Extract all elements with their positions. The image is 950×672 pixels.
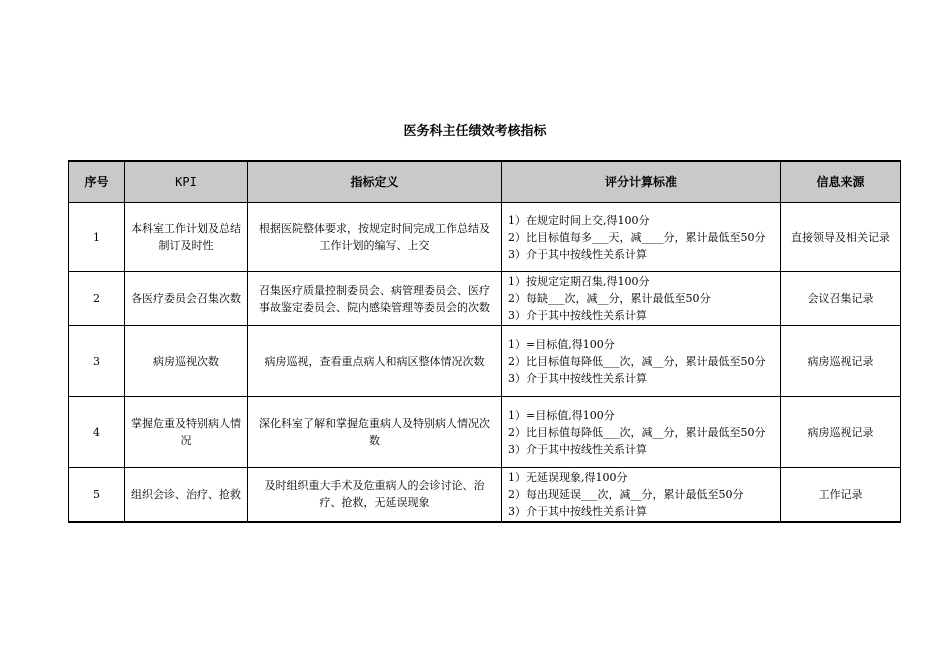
standard-line: 3）介于其中按线性关系计算 (508, 247, 647, 261)
table-row (69, 326, 901, 397)
standard-line: 2）比目标值每降低___次，减__分，累计最低至50分 (508, 425, 766, 439)
cell-definition: 深化科室了解和掌握危重病人及特别病人情况次数 (248, 397, 502, 468)
standard-line: 2）每缺___次，减__分，累计最低至50分 (508, 292, 711, 305)
header-number: 序号 (69, 161, 125, 203)
cell-number: 1 (69, 203, 125, 272)
cell-scoring-standard (502, 326, 781, 397)
cell-info-source: 病房巡视记录 (781, 326, 901, 397)
table-row (69, 468, 901, 522)
table-row (69, 397, 901, 468)
standard-line: 2）每出现延误___次，减__分，累计最低至50分 (508, 487, 744, 501)
standard-line: 1）=目标值,得100分 (508, 408, 615, 422)
cell-kpi: 组织会诊、治疗、抢救 (125, 468, 248, 522)
standard-line: 3）介于其中按线性关系计算 (508, 371, 647, 385)
cell-kpi: 各医疗委员会召集次数 (125, 272, 248, 326)
cell-definition: 根据医院整体要求，按规定时间完成工作总结及工作计划的编写、上交 (248, 203, 502, 272)
header-kpi: KPI (125, 161, 248, 203)
cell-kpi: 病房巡视次数 (125, 326, 248, 397)
standard-line: 2）比目标值每降低___次，减__分，累计最低至50分 (508, 354, 766, 368)
table-row (69, 203, 901, 272)
cell-info-source: 直接领导及相关记录 (781, 203, 901, 272)
cell-scoring-standard (502, 272, 781, 326)
cell-definition: 召集医疗质量控制委员会、病管理委员会、医疗事故鉴定委员会、院内感染管理等委员会的次数 (248, 272, 502, 326)
kpi-table (68, 160, 901, 523)
table-row (69, 272, 901, 326)
document-title: 医务科主任绩效考核指标 (403, 124, 547, 139)
standard-line: 3）介于其中按线性关系计算 (508, 442, 647, 456)
cell-scoring-standard (502, 468, 781, 522)
header-info-source: 信息来源 (781, 161, 901, 203)
cell-number: 4 (69, 397, 125, 468)
standard-line: 1）在规定时间上交,得100分 (508, 213, 650, 227)
standard-line: 2）比目标值每多___天，减____分，累计最低至50分 (508, 230, 766, 244)
cell-info-source: 病房巡视记录 (781, 397, 901, 468)
standard-line: 1）无延误现象,得100分 (508, 470, 628, 484)
standard-line: 1）按规定定期召集,得100分 (508, 275, 650, 288)
header-definition: 指标定义 (248, 161, 502, 203)
standard-line: 3）介于其中按线性关系计算 (508, 504, 647, 518)
cell-kpi: 掌握危重及特别病人情况 (125, 397, 248, 468)
table-header-row (69, 161, 901, 203)
cell-number: 3 (69, 326, 125, 397)
cell-number: 2 (69, 272, 125, 326)
cell-info-source: 会议召集记录 (781, 272, 901, 326)
cell-scoring-standard (502, 397, 781, 468)
cell-definition: 病房巡视，查看重点病人和病区整体情况次数 (248, 326, 502, 397)
cell-number: 5 (69, 468, 125, 522)
standard-line: 1）=目标值,得100分 (508, 337, 615, 351)
header-scoring-standard: 评分计算标准 (502, 161, 781, 203)
cell-kpi: 本科室工作计划及总结制订及时性 (125, 203, 248, 272)
cell-definition: 及时组织重大手术及危重病人的会诊讨论、治疗、抢救，无延误现象 (248, 468, 502, 522)
standard-line: 3）介于其中按线性关系计算 (508, 309, 647, 322)
cell-scoring-standard (502, 203, 781, 272)
cell-info-source: 工作记录 (781, 468, 901, 522)
